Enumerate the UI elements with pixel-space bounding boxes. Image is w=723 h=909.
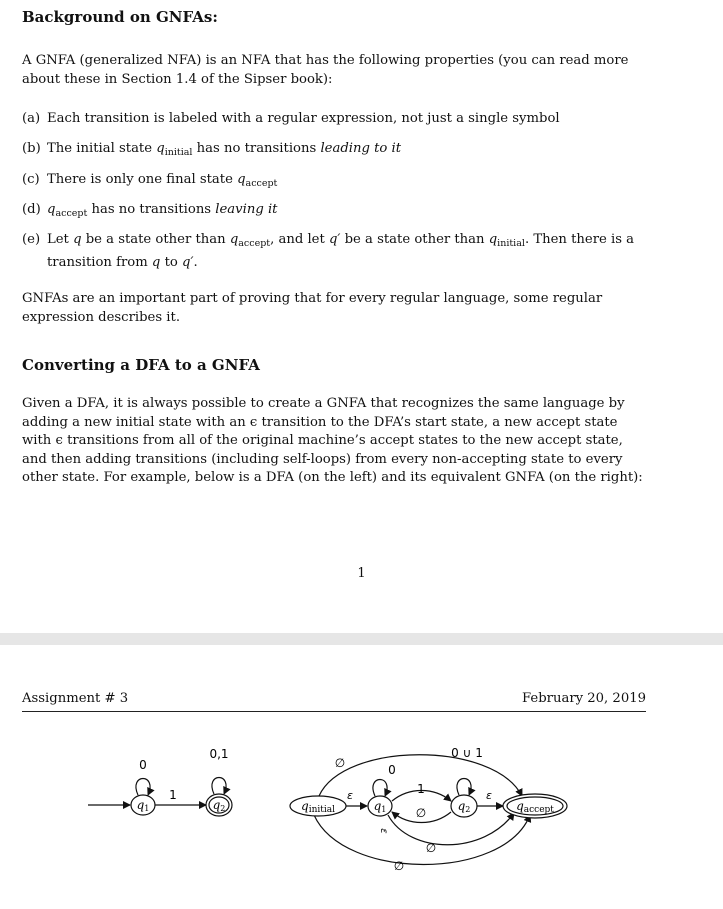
gnfa-edge-q1-q2-label: 1 <box>417 782 425 796</box>
gnfa-state-q2-label: q2 <box>457 799 471 814</box>
property-e-text: Let q be a state other than $q_{accept}$, and let q′ be a state other than $q_{initial}$. Then there is a transition from q to q′. <box>47 232 635 270</box>
gnfa-eps-initial-label: ε <box>347 789 353 802</box>
gnfa-loop-q1-label: 0 <box>388 763 396 777</box>
header-rule <box>22 711 646 712</box>
gnfa-loop-q2 <box>457 779 471 796</box>
intro-paragraph: A GNFA (generalized NFA) is an NFA that has the following properties (you can read more about these in Section 1.4 of the Sipser book): <box>22 53 629 87</box>
property-c-label: (c) <box>22 172 40 187</box>
gnfa-state-q1-label: q1 <box>373 799 387 814</box>
property-c-text: There is only one final state $q_{accept}$ <box>47 172 278 189</box>
assignment-header: Assignment # 3 <box>22 691 129 706</box>
property-a-label: (a) <box>22 111 41 126</box>
gnfa-arc-top-label: ∅ <box>334 756 346 770</box>
gnfa-importance-paragraph: GNFAs are an important part of proving that for every regular language, some regular expression describes it. <box>22 291 603 325</box>
dfa-loop-q1 <box>136 779 150 796</box>
date-header: February 20, 2019 <box>521 691 646 706</box>
page-2 <box>0 645 723 909</box>
gnfa-eps-small: ε <box>378 828 389 834</box>
dfa-loop-q2 <box>212 778 226 795</box>
property-d-text: $q_{accept}$ has no transitions leaving it <box>47 202 278 219</box>
gnfa-eps-accept-label: ε <box>486 789 492 802</box>
dfa-state-q1-label: q1 <box>136 798 150 813</box>
page-number: 1 <box>357 566 366 581</box>
dfa-loop-q2-label: 0,1 <box>209 747 229 761</box>
converting-paragraph: Given a DFA, it is always possible to create a GNFA that recognizes the same language by adding a new initial state with an ϵ transition to the DFA’s start state, a new accept state with ϵ transitions from all of the original machine’s accept states to the new accept state, and then adding transitions (including self-loops) from every non-accepting state to every other state. For example, below is a DFA (on the left) and its equivalent GNFA (on the right): <box>22 396 643 485</box>
dfa-loop-q1-label: 0 <box>139 758 147 772</box>
gnfa-state-initial-label: qinitial <box>301 799 335 815</box>
dfa-edge-label: 1 <box>169 788 177 802</box>
dfa-diagram <box>80 737 260 827</box>
dfa-state-q2-label: q2 <box>212 798 226 813</box>
gnfa-edge-q2-q1-label: ∅ <box>415 806 427 820</box>
background-heading: Background on GNFAs: <box>22 8 218 26</box>
gnfa-loop-q1 <box>373 780 387 797</box>
page-gap <box>0 633 723 645</box>
property-b-label: (b) <box>22 141 41 156</box>
gnfa-arc-bottom-label: ∅ <box>393 859 405 873</box>
property-d-label: (d) <box>22 202 41 217</box>
property-b-text: The initial state $q_{initial}$ has no transitions leading to it <box>47 141 402 158</box>
property-e-label: (e) <box>22 232 41 247</box>
converting-heading: Converting a DFA to a GNFA <box>22 356 260 374</box>
gnfa-arc-q1-accept <box>388 813 514 845</box>
gnfa-arc-q1-accept-label: ∅ <box>425 841 437 855</box>
gnfa-state-accept-label: qaccept <box>516 799 554 815</box>
gnfa-diagram <box>284 743 584 873</box>
property-a-text: Each transition is labeled with a regular expression, not just a single symbol <box>47 111 560 126</box>
gnfa-loop-q2-label: 0 ∪ 1 <box>451 746 483 760</box>
